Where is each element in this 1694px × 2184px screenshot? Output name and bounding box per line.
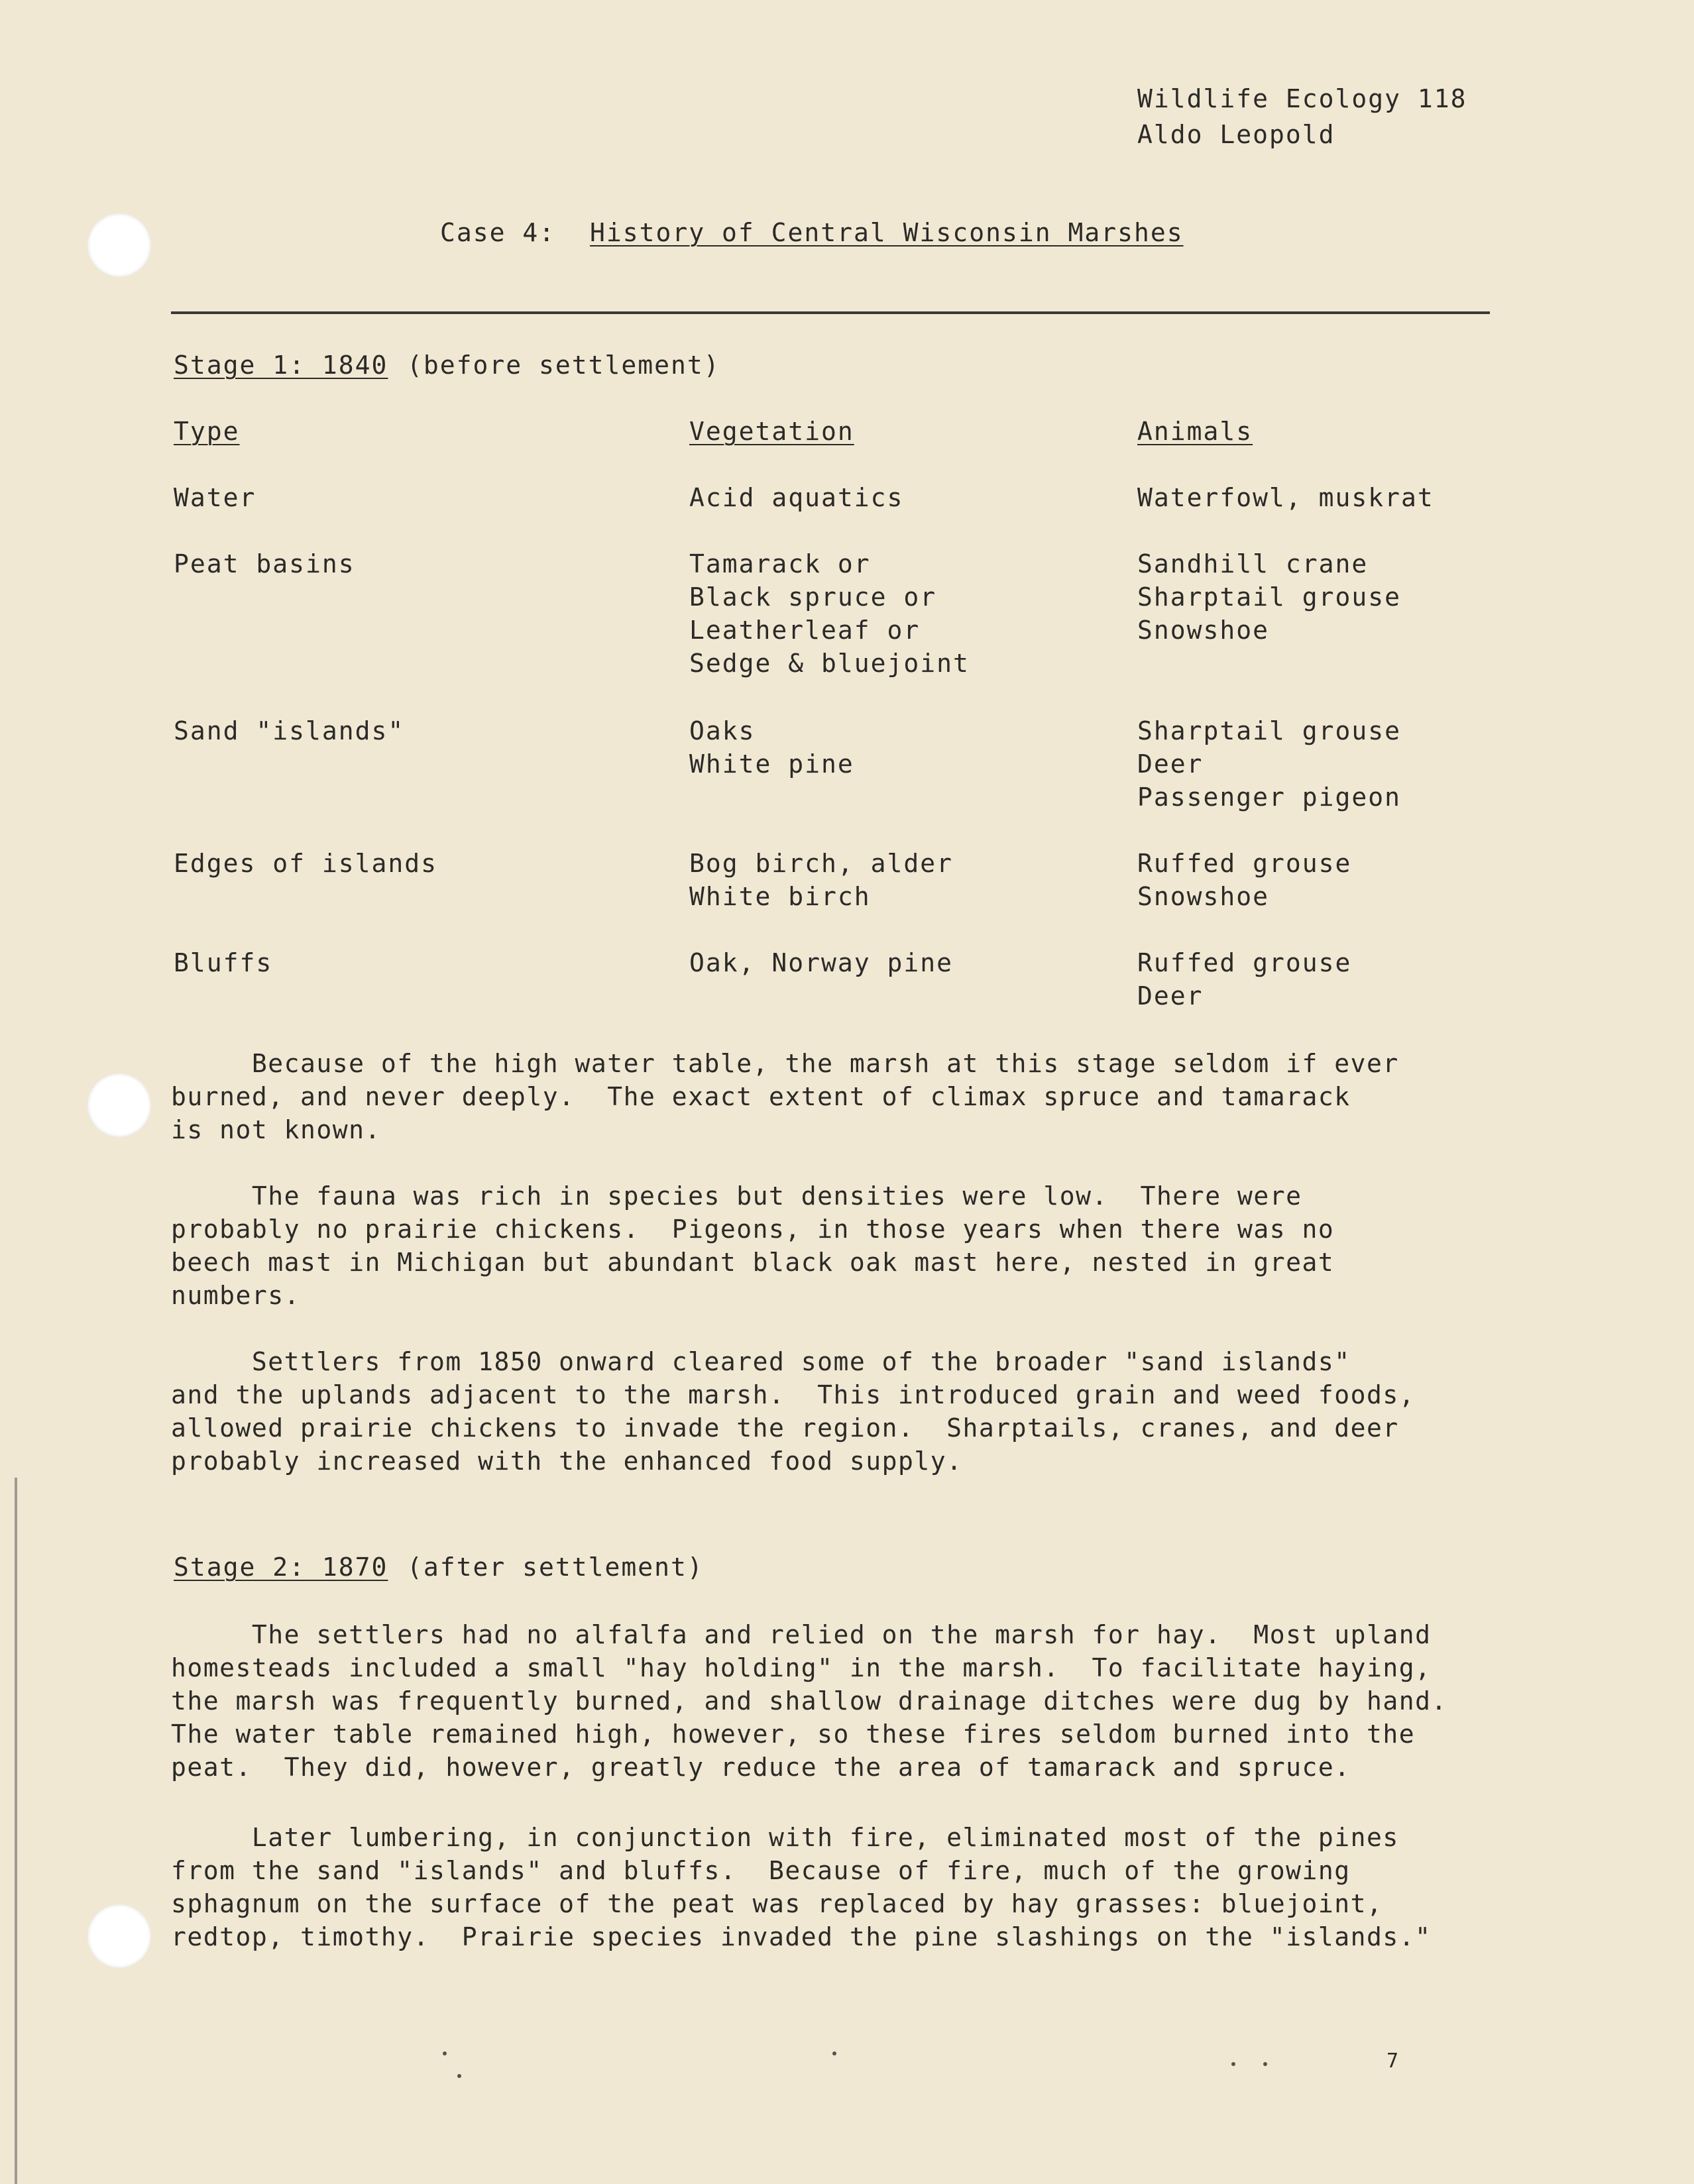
column-header-vegetation: Vegetation xyxy=(689,417,854,446)
punch-hole-middle xyxy=(87,1073,151,1137)
stage1-heading-note: (before settlement) xyxy=(407,351,720,380)
stage2-heading: Stage 2: 1870 xyxy=(174,1553,388,1582)
stray-mark xyxy=(832,2051,836,2055)
case-label: Case 4: xyxy=(440,218,556,247)
row-animals: Sandhill crane Sharptail grouse Snowshoe xyxy=(1137,549,1402,645)
stage2-heading-note: (after settlement) xyxy=(407,1553,704,1582)
row-vegetation: Bog birch, alder White birch xyxy=(689,849,954,911)
course-name: Wildlife Ecology 118 xyxy=(1137,84,1467,113)
title-rule xyxy=(171,311,1490,314)
binding-edge-line xyxy=(15,1478,17,2184)
stray-mark xyxy=(443,2051,447,2055)
row-type: Sand "islands" xyxy=(174,716,405,745)
stage2-paragraph: Later lumbering, in conjunction with fire, eliminated most of the pines from the sand "islands" and bluffs. Because of fire, much of the growing sphagnum on the surface of the peat was replaced by hay grasses: bluejoint, redtop, timothy. Prairie species invaded the pine slashings on the "islands." xyxy=(171,1823,1432,1951)
row-type: Water xyxy=(174,483,256,512)
punch-hole-top xyxy=(87,213,151,277)
row-animals: Waterfowl, muskrat xyxy=(1137,483,1434,512)
row-vegetation: Oaks White pine xyxy=(689,716,854,779)
stray-mark xyxy=(1263,2062,1267,2066)
column-header-type: Type xyxy=(174,417,240,446)
row-type: Edges of islands xyxy=(174,849,438,878)
stage1-paragraph: The fauna was rich in species but densities were low. There were probably no prairie chickens. Pigeons, in those years when there was no beech mast in Michigan but abundant black oak mast here, nested in great numbers. xyxy=(171,1181,1335,1310)
stray-mark xyxy=(1231,2062,1235,2066)
row-animals: Ruffed grouse Deer xyxy=(1137,948,1352,1010)
stage1-paragraph: Settlers from 1850 onward cleared some of the broader "sand islands" and the uplands adjacent to the marsh. This introduced grain and weed foods, allowed prairie chickens to invade the region. Sharptails, cranes, and deer probably increased with the enhanced food supply. xyxy=(171,1347,1416,1476)
row-vegetation: Oak, Norway pine xyxy=(689,948,954,977)
case-title: History of Central Wisconsin Marshes xyxy=(590,218,1184,247)
row-type: Peat basins xyxy=(174,549,355,578)
row-vegetation: Acid aquatics xyxy=(689,483,904,512)
stage2-paragraph: The settlers had no alfalfa and relied on the marsh for hay. Most upland homesteads included a small "hay holding" in the marsh. To facilitate haying, the marsh was frequently burned, and shallow drainage ditches were dug by hand. The water table remained high, however, so these fires seldom burned into the peat. They did, however, greatly reduce the area of tamarack and spruce. xyxy=(171,1620,1447,1782)
row-type: Bluffs xyxy=(174,948,273,977)
column-header-animals: Animals xyxy=(1137,417,1253,446)
stage1-paragraph: Because of the high water table, the marsh at this stage seldom if ever burned, and never deeply. The exact extent of climax spruce and tamarack is not known. xyxy=(171,1049,1399,1144)
stage1-heading: Stage 1: 1840 xyxy=(174,351,388,380)
stray-mark xyxy=(457,2074,461,2078)
row-vegetation: Tamarack or Black spruce or Leatherleaf or Sedge & bluejoint xyxy=(689,549,970,678)
punch-hole-bottom xyxy=(87,1904,151,1968)
row-animals: Sharptail grouse Deer Passenger pigeon xyxy=(1137,716,1402,812)
row-animals: Ruffed grouse Snowshoe xyxy=(1137,849,1352,911)
page-mark: 7 xyxy=(1386,2049,1400,2073)
author-name: Aldo Leopold xyxy=(1137,120,1335,149)
